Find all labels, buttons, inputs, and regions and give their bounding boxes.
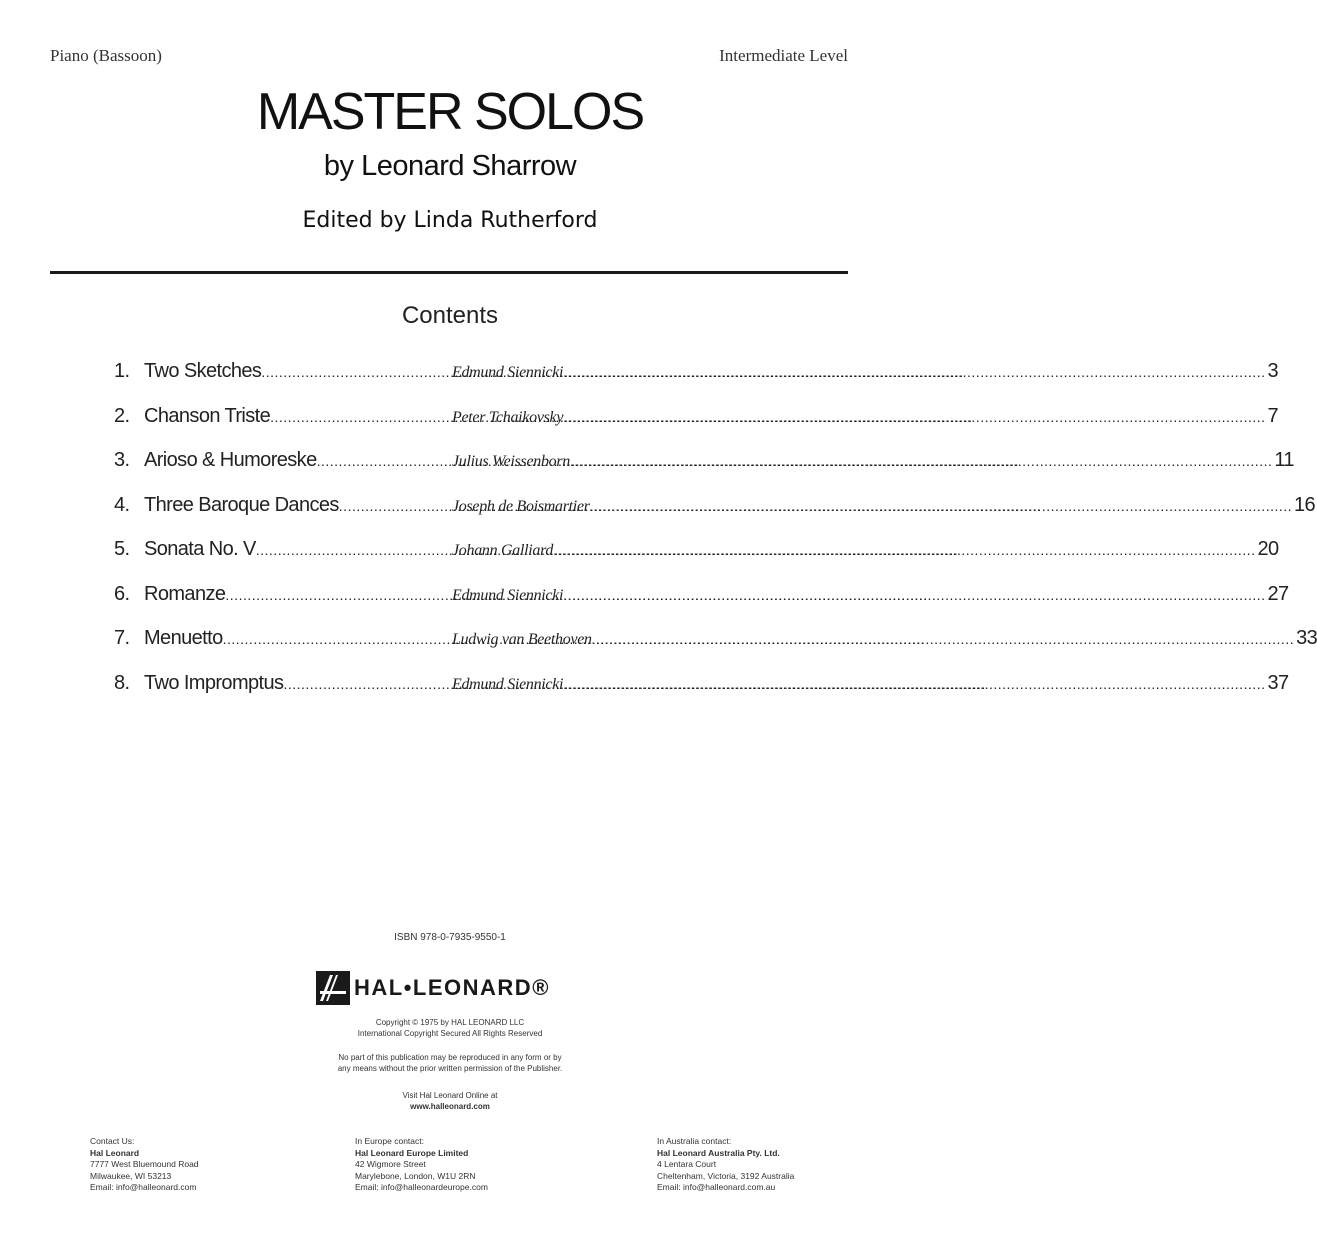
table-of-contents [114,360,1317,716]
instrument-label: Piano (Bassoon) [50,46,162,65]
contact-city: Milwaukee, WI 53213 [90,1170,172,1181]
toc-entry [114,538,1279,583]
toc-composer: Ludwig van Beethoven [452,631,592,648]
online-text: Visit Hal Leonard Online at [402,1091,498,1100]
toc-leader-dots [563,676,1265,692]
toc-leader-dots [261,364,452,380]
contact-email: Email: info@halleonardeurope.com [355,1182,488,1193]
toc-piece-title: Three Baroque Dances [144,493,339,516]
toc-page-number: 33 [1296,627,1317,649]
publisher-name: HAL•LEONARD® [354,975,550,1000]
toc-piece-title: Chanson Triste [144,404,271,427]
author-byline: by Leonard Sharrow [323,150,577,182]
level-label: Intermediate Level [719,46,848,65]
contact-address: 7777 West Bluemound Road [90,1159,199,1170]
toc-composer: Edmund Siennicki [452,675,564,693]
toc-page-number: 37 [1267,671,1289,694]
notice-line: No part of this publication may be reproduced in any form or by [338,1053,562,1062]
toc-piece-title: Menuetto [144,627,223,649]
toc-number: 4. [114,493,130,516]
toc-entry [114,582,1289,628]
toc-leader-dots [570,453,1272,469]
toc-page-number: 7 [1267,404,1279,427]
reproduction-notice [0,1052,900,1074]
contact-usa [90,1136,199,1194]
isbn: ISBN 978-0-7935-9550-1 [394,932,506,943]
toc-number: 8. [114,671,130,694]
toc-entry [114,671,1289,717]
toc-entry [114,627,1317,672]
toc-leader-dots [256,542,452,558]
contact-city: Marylebone, London, W1U 2RN [355,1170,476,1181]
notice-line: any means without the prior written permission of the Publisher. [337,1064,563,1073]
toc-number: 5. [114,538,130,560]
contact-heading: Contact Us: [90,1136,135,1146]
contact-email: Email: info@halleonard.com.au [657,1182,776,1193]
toc-leader-dots [270,409,452,425]
divider-rule [50,271,848,274]
contact-heading: In Europe contact: [355,1136,424,1146]
toc-leader-dots [590,498,1292,514]
toc-composer: Julius Weissenborn [452,453,571,470]
toc-leader-dots [223,631,452,647]
editor-credit: Edited by Linda Rutherford [302,208,598,233]
copyright-secured-line: International Copyright Secured All Rights Reserved [357,1029,543,1038]
contact-europe [355,1136,488,1194]
contact-heading: In Australia contact: [657,1136,732,1146]
toc-page-number: 27 [1267,582,1289,605]
toc-leader-dots [225,587,452,603]
toc-leader-dots [283,676,452,692]
website-link[interactable]: www.halleonard.com [410,1102,490,1111]
contact-name: Hal Leonard Australia Pty. Ltd. [657,1147,780,1158]
copyright-line: Copyright © 1975 by HAL LEONARD LLC [375,1018,525,1027]
online-block [0,1090,900,1112]
toc-piece-title: Two Sketches [144,360,262,382]
contact-name: Hal Leonard Europe Limited [355,1147,469,1158]
publisher-logo [316,970,586,1006]
toc-piece-title: Romanze [144,582,226,605]
hal-leonard-mark-icon [316,971,350,1005]
toc-composer: Peter Tchaikovsky [452,408,564,426]
toc-composer: Johann Galliard [452,542,554,559]
toc-composer: Edmund Siennicki [452,586,564,604]
toc-leader-dots [592,631,1294,647]
toc-piece-title: Sonata No. V [144,538,256,560]
toc-leader-dots [339,498,452,514]
contact-australia [657,1136,794,1194]
book-title: MASTER SOLOS [256,83,644,141]
toc-number: 2. [114,404,130,427]
toc-page-number: 3 [1267,360,1279,382]
contents-heading: Contents [401,302,499,329]
toc-leader-dots [563,409,1265,425]
toc-entry [114,493,1316,539]
contact-address: 4 Lentara Court [657,1159,717,1170]
copyright-block [0,1017,900,1039]
toc-number: 7. [114,627,130,649]
toc-piece-title: Two Impromptus [144,671,284,694]
contact-city: Cheltenham, Victoria, 3192 Australia [657,1170,795,1181]
toc-leader-dots [563,587,1265,603]
toc-entry [114,449,1294,494]
contact-address: 42 Wigmore Street [355,1159,426,1170]
toc-composer: Joseph de Boismartier [452,497,590,515]
toc-page-number: 16 [1294,493,1316,516]
toc-piece-title: Arioso & Humoreske [144,449,317,471]
toc-entry [114,404,1279,450]
toc-composer: Edmund Siennicki [452,364,564,381]
toc-number: 6. [114,582,130,605]
toc-leader-dots [317,453,452,469]
toc-page-number: 11 [1274,449,1294,471]
toc-number: 1. [114,360,130,382]
toc-page-number: 20 [1257,538,1279,560]
toc-leader-dots [553,542,1255,558]
toc-entry [114,360,1279,405]
toc-leader-dots [563,364,1265,380]
toc-number: 3. [114,449,130,471]
contact-name: Hal Leonard [90,1147,140,1158]
contact-email: Email: info@halleonard.com [90,1182,197,1193]
